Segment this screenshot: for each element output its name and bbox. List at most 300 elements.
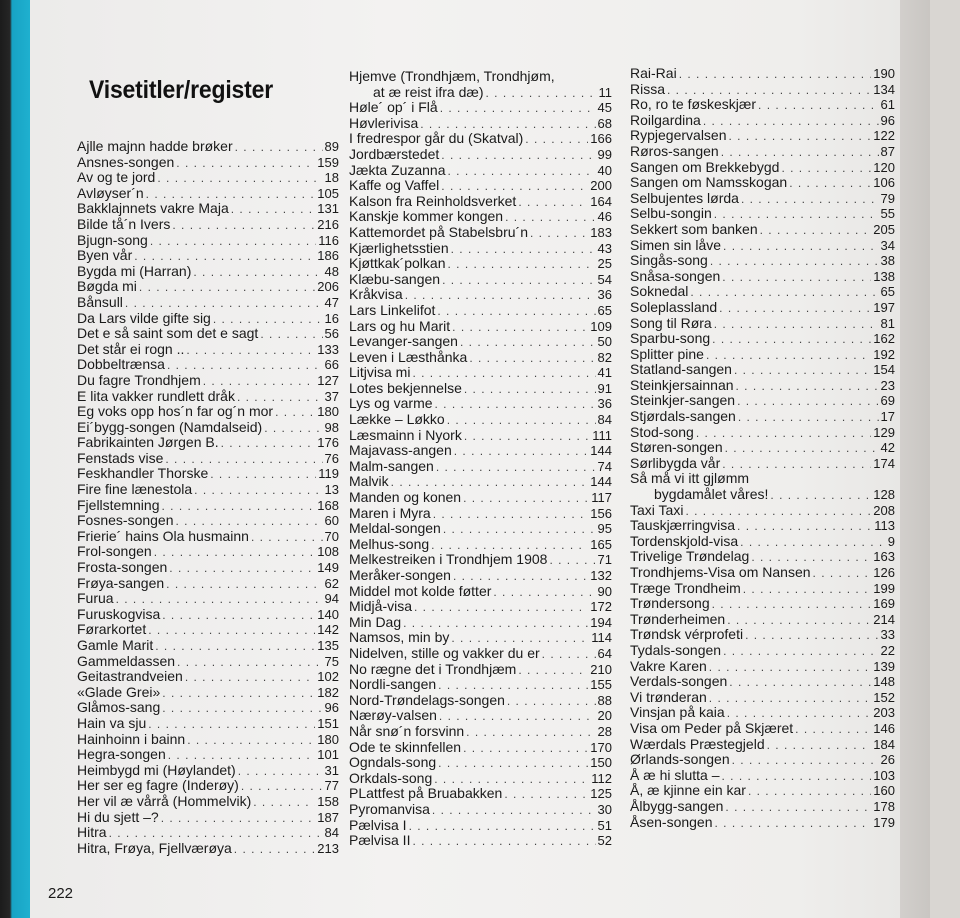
dot-leader xyxy=(737,519,872,535)
dot-leader xyxy=(709,660,872,676)
entry-page-number: 65 xyxy=(880,284,895,300)
entry-page-number: 114 xyxy=(591,630,612,646)
entry-title: Ajlle majnn hadde brøker xyxy=(77,138,233,154)
index-entry xyxy=(349,163,612,179)
entry-title: Kattemordet på Stabelsbru´n xyxy=(349,223,528,240)
entry-title: Trondhjems-Visa om Nansen xyxy=(630,564,811,580)
entry-title: Soknedal xyxy=(630,283,689,300)
index-entry xyxy=(630,783,895,799)
dot-leader xyxy=(260,327,322,343)
index-entry xyxy=(349,708,612,724)
entry-title: Røros-sangen xyxy=(630,142,719,159)
index-entry xyxy=(77,342,339,358)
dot-leader xyxy=(435,397,596,413)
entry-page-number: 79 xyxy=(880,190,895,206)
entry-title: Simen sin låve xyxy=(630,236,722,253)
entry-page-number: 127 xyxy=(317,372,339,388)
index-entry xyxy=(349,584,612,600)
entry-page-number: 34 xyxy=(880,237,895,253)
dot-leader xyxy=(460,335,596,351)
index-entry xyxy=(349,381,612,397)
entry-page-number: 139 xyxy=(873,658,895,674)
index-entry xyxy=(349,256,612,272)
index-entry xyxy=(349,131,612,147)
dot-leader xyxy=(712,332,871,348)
entry-title: Glåmos-sang xyxy=(77,699,161,716)
entry-page-number: 76 xyxy=(324,450,339,466)
index-entry xyxy=(77,420,339,436)
entry-title: Hegra-songen xyxy=(77,746,166,763)
index-entry xyxy=(349,755,612,771)
entry-page-number: 40 xyxy=(597,162,612,178)
entry-page-number: 91 xyxy=(597,380,612,396)
entry-title: Furua xyxy=(77,590,114,607)
index-entry xyxy=(77,700,339,716)
entry-title: Vi trønderan xyxy=(630,688,707,705)
entry-title: Ålbygg-sangen xyxy=(630,797,724,814)
index-entry xyxy=(349,272,612,288)
entry-title: I fredrespor går du (Skatval) xyxy=(349,130,524,147)
index-entry xyxy=(630,565,895,581)
dot-leader xyxy=(743,582,872,598)
dot-leader xyxy=(737,394,878,410)
entry-page-number: 69 xyxy=(880,393,895,409)
index-entry xyxy=(349,646,612,662)
dot-leader xyxy=(712,597,872,613)
dot-leader xyxy=(729,129,872,145)
dot-leader xyxy=(409,819,596,835)
dot-leader xyxy=(748,784,871,800)
entry-title: Song til Røra xyxy=(630,314,712,331)
entry-page-number: 54 xyxy=(597,271,612,287)
entry-title: Visa om Peder på Skjæret xyxy=(630,719,794,736)
entry-title: Meldal-songen xyxy=(349,520,441,537)
dot-leader xyxy=(719,301,871,317)
entry-title: Ørlands-songen xyxy=(630,751,730,768)
dot-leader xyxy=(709,691,872,707)
dot-leader xyxy=(162,608,315,624)
index-entry xyxy=(630,253,895,269)
index-entry xyxy=(349,85,612,101)
entry-title: Rypjegervalsen xyxy=(630,127,727,144)
entry-title: Vakre Karen xyxy=(630,657,707,674)
dot-leader xyxy=(432,803,596,819)
dot-leader xyxy=(795,722,871,738)
index-entry xyxy=(77,591,339,607)
dot-leader xyxy=(154,545,316,561)
entry-title: Lotes bekjennelse xyxy=(349,379,462,396)
entry-page-number: 88 xyxy=(597,692,612,708)
entry-title: Ei´bygg-songen (Namdalseid) xyxy=(77,418,263,435)
entry-page-number: 26 xyxy=(880,752,895,768)
index-entry xyxy=(630,222,895,238)
entry-title: Ogndals-song xyxy=(349,754,437,771)
dot-leader xyxy=(738,410,879,426)
dot-leader xyxy=(463,741,588,757)
entry-title: Det står ei rogn .. xyxy=(77,340,185,357)
dot-leader xyxy=(741,192,879,208)
entry-title: Melkestreiken i Trondhjem 1908 xyxy=(349,551,548,568)
entry-page-number: 55 xyxy=(880,206,895,222)
index-entry xyxy=(630,238,895,254)
index-entry xyxy=(630,549,895,565)
index-entry xyxy=(630,534,895,550)
index-entry xyxy=(77,638,339,654)
index-entry xyxy=(630,487,895,503)
index-entry xyxy=(349,802,612,818)
dot-leader xyxy=(161,811,316,827)
dot-leader xyxy=(235,140,323,156)
index-entry xyxy=(349,490,612,506)
entry-title: Hitra xyxy=(77,824,107,841)
index-entry xyxy=(630,128,895,144)
entry-page-number: 164 xyxy=(590,193,612,209)
entry-title: Steinkjer-sangen xyxy=(630,392,736,409)
dot-leader xyxy=(150,234,316,250)
dot-leader xyxy=(451,242,596,258)
dot-leader xyxy=(447,413,596,429)
entry-title: Singås-song xyxy=(630,252,708,269)
index-entry xyxy=(349,365,612,381)
dot-leader xyxy=(238,764,323,780)
index-entry xyxy=(349,241,612,257)
dot-leader xyxy=(745,628,878,644)
entry-page-number: 154 xyxy=(873,362,895,378)
entry-title: Kråkvisa xyxy=(349,286,403,303)
entry-page-number: 41 xyxy=(597,365,612,381)
dot-leader xyxy=(241,779,323,795)
dot-leader xyxy=(504,787,588,803)
dot-leader xyxy=(493,585,595,601)
entry-page-number: 38 xyxy=(880,253,895,269)
entry-page-number: 75 xyxy=(324,653,339,669)
entry-page-number: 156 xyxy=(590,505,612,521)
dot-leader xyxy=(507,694,596,710)
entry-title: Pyromanvisa xyxy=(349,800,430,817)
index-entry xyxy=(77,716,339,732)
index-entry xyxy=(349,443,612,459)
entry-title: Det e så saint som det e sagt xyxy=(77,325,259,342)
index-entry xyxy=(630,300,895,316)
entry-page-number: 205 xyxy=(873,221,895,237)
dot-leader xyxy=(770,488,871,504)
dot-leader xyxy=(139,280,315,296)
dot-leader xyxy=(727,613,871,629)
entry-page-number: 64 xyxy=(597,645,612,661)
entry-page-number: 99 xyxy=(597,146,612,162)
entry-title: Namsos, min by xyxy=(349,629,450,646)
index-entry xyxy=(630,440,895,456)
index-entry xyxy=(77,373,339,389)
index-entry xyxy=(77,139,339,155)
entry-title: Wærdals Præstegjeld xyxy=(630,735,765,752)
entry-page-number: 132 xyxy=(590,568,612,583)
entry-page-number: 214 xyxy=(873,611,895,627)
entry-page-number: 116 xyxy=(318,232,339,248)
dot-leader xyxy=(161,499,315,515)
entry-page-number: 71 xyxy=(597,552,612,568)
index-entry xyxy=(630,456,895,472)
entry-title: Træge Trondheim xyxy=(630,579,741,596)
entry-page-number: 66 xyxy=(324,357,339,373)
index-entry xyxy=(77,389,339,405)
index-entry xyxy=(349,537,612,553)
dot-leader xyxy=(722,270,871,286)
dot-leader xyxy=(437,304,595,320)
entry-title: Frosta-songen xyxy=(77,559,168,576)
index-entry xyxy=(77,170,339,186)
entry-title: Frøya-sangen xyxy=(77,574,165,591)
entry-page-number: 151 xyxy=(317,715,339,731)
entry-title: Lys og varme xyxy=(349,395,433,412)
entry-title: Sangen om Brekkebygd xyxy=(630,158,780,175)
index-entry xyxy=(77,669,339,685)
page-title: Visetitler/register xyxy=(89,76,274,104)
entry-page-number: 150 xyxy=(590,755,612,771)
index-entry xyxy=(630,393,895,409)
entry-title: Høle´ op´ i Flå xyxy=(349,99,438,116)
entry-page-number: 133 xyxy=(317,341,339,357)
entry-title: Kaffe og Vaffel xyxy=(349,177,440,194)
dot-leader xyxy=(264,421,322,437)
entry-title: Fosnes-songen xyxy=(77,512,174,529)
index-entry xyxy=(630,627,895,643)
entry-page-number: 62 xyxy=(324,575,339,591)
entry-title: Trønderheimen xyxy=(630,610,726,627)
entry-title: Taxi Taxi xyxy=(630,501,684,518)
entry-page-number: 33 xyxy=(880,627,895,643)
entry-title: Bilde tå´n Ivers xyxy=(77,215,171,232)
entry-title: Selbu-songin xyxy=(630,205,712,222)
entry-title: Rissa xyxy=(630,80,666,97)
entry-page-number: 113 xyxy=(874,518,895,534)
entry-title: Hjemve (Trondhjæm, Trondhjøm, xyxy=(349,68,555,84)
entry-page-number: 178 xyxy=(873,798,895,814)
index-entry xyxy=(349,599,612,615)
dot-leader xyxy=(447,257,595,273)
entry-title: Soleplassland xyxy=(630,298,718,315)
index-entry xyxy=(630,409,895,425)
dot-leader xyxy=(781,161,871,177)
index-entry xyxy=(77,482,339,498)
dot-leader xyxy=(275,405,315,421)
entry-page-number: 213 xyxy=(317,840,339,856)
entry-title: Majavass-angen xyxy=(349,442,452,459)
entry-page-number: 11 xyxy=(598,84,612,100)
entry-title: Du fagre Trondhjem xyxy=(77,371,201,388)
index-entry xyxy=(349,630,612,646)
entry-title: Bakklajnnets vakre Maja xyxy=(77,200,229,217)
entry-title: Steinkjersainnan xyxy=(630,376,734,393)
index-entry xyxy=(349,786,612,802)
dot-leader xyxy=(162,686,315,702)
dot-leader xyxy=(723,239,878,255)
entry-title: Læsmainn i Nyork xyxy=(349,426,462,443)
index-entry xyxy=(349,833,612,849)
entry-page-number: 186 xyxy=(317,248,339,264)
entry-page-number: 179 xyxy=(873,814,895,830)
dot-leader xyxy=(542,647,596,663)
index-entry xyxy=(630,175,895,191)
dot-leader xyxy=(710,254,879,270)
entry-page-number: 56 xyxy=(324,326,339,342)
entry-page-number: 25 xyxy=(597,256,612,272)
entry-page-number: 20 xyxy=(597,708,612,724)
entry-title: Lække – Løkko xyxy=(349,411,445,428)
entry-title: Da Lars vilde gifte sig xyxy=(77,309,211,326)
index-column-1 xyxy=(77,139,339,856)
entry-title: Avløyser´n xyxy=(77,184,144,201)
entry-title: Snåsa-songen xyxy=(630,267,721,284)
index-entry xyxy=(349,116,612,132)
index-entry xyxy=(349,818,612,834)
entry-page-number: 190 xyxy=(873,66,895,81)
index-entry xyxy=(630,378,895,394)
entry-page-number: 84 xyxy=(597,412,612,428)
entry-title: Trivelige Trøndelag xyxy=(630,548,750,565)
dot-leader xyxy=(234,842,316,858)
entry-title: E lita vakker rundlett dråk xyxy=(77,387,235,404)
entry-page-number: 206 xyxy=(317,279,339,295)
entry-page-number: 106 xyxy=(873,175,895,191)
index-entry xyxy=(630,347,895,363)
entry-page-number: 117 xyxy=(591,490,612,506)
index-entry xyxy=(630,331,895,347)
entry-title: Middel mot kolde føtter xyxy=(349,582,492,599)
dot-leader xyxy=(464,429,590,445)
index-entry xyxy=(630,269,895,285)
dot-leader xyxy=(169,561,315,577)
index-entry xyxy=(77,841,339,857)
entry-title: Bånsull xyxy=(77,293,123,310)
index-entry xyxy=(349,474,612,490)
dot-leader xyxy=(736,379,879,395)
entry-page-number: 108 xyxy=(317,544,339,560)
entry-title: Fjellstemning xyxy=(77,496,160,513)
entry-page-number: 87 xyxy=(880,143,895,159)
index-entry xyxy=(349,69,612,85)
dot-leader xyxy=(725,441,879,457)
entry-page-number: 103 xyxy=(873,767,895,783)
entry-title: Sekkert som banken xyxy=(630,220,758,237)
index-entry xyxy=(349,568,612,584)
entry-page-number: 210 xyxy=(590,661,612,677)
index-entry xyxy=(77,466,339,482)
entry-page-number: 9 xyxy=(887,533,895,549)
entry-page-number: 200 xyxy=(590,178,612,194)
entry-title: Byen vår xyxy=(77,247,133,264)
entry-title: Trøndersong xyxy=(630,595,710,612)
index-entry xyxy=(630,144,895,160)
entry-title: Splitter pine xyxy=(630,345,704,362)
entry-page-number: 22 xyxy=(880,642,895,658)
entry-title: Å æ hi slutta – xyxy=(630,766,720,783)
dot-leader xyxy=(148,623,315,639)
entry-page-number: 122 xyxy=(873,128,895,144)
entry-title: Meråker-songen xyxy=(349,567,451,583)
dot-leader xyxy=(172,218,315,234)
entry-page-number: 169 xyxy=(873,596,895,612)
entry-title: Nordli-sangen xyxy=(349,676,437,693)
entry-title: Kjærlighetsstien xyxy=(349,239,449,256)
entry-title: Leven i Læsthånka xyxy=(349,348,468,365)
index-entry xyxy=(77,685,339,701)
entry-page-number: 13 xyxy=(324,482,339,498)
entry-title: Midjå-visa xyxy=(349,598,413,615)
dot-leader xyxy=(443,522,596,538)
index-entry xyxy=(349,287,612,303)
entry-title: bygdamålet våres! xyxy=(654,486,769,503)
index-entry xyxy=(77,544,339,560)
index-entry xyxy=(630,799,895,815)
dot-leader xyxy=(464,382,596,398)
index-entry xyxy=(77,529,339,545)
entry-title: PLattfest på Bruabakken xyxy=(349,785,503,802)
entry-page-number: 51 xyxy=(597,817,612,833)
entry-page-number: 95 xyxy=(597,521,612,537)
entry-title: Verdals-songen xyxy=(630,673,728,690)
entry-page-number: 16 xyxy=(324,310,339,326)
index-entry xyxy=(77,404,339,420)
dot-leader xyxy=(231,202,316,218)
index-entry xyxy=(77,732,339,748)
entry-page-number: 42 xyxy=(880,440,895,456)
dot-leader xyxy=(162,701,322,717)
entry-title: Sangen om Namsskogan xyxy=(630,174,788,191)
entry-title: Fire fine lænestola xyxy=(77,481,193,498)
entry-page-number: 129 xyxy=(873,424,895,440)
entry-title: Nærøy-valsen xyxy=(349,707,437,724)
entry-page-number: 94 xyxy=(324,591,339,607)
dot-leader xyxy=(438,756,588,772)
entry-page-number: 102 xyxy=(317,669,339,685)
entry-page-number: 43 xyxy=(597,240,612,256)
entry-page-number: 50 xyxy=(597,334,612,350)
dot-leader xyxy=(454,444,589,460)
index-entry xyxy=(349,459,612,475)
entry-title: Tydals-songen xyxy=(630,641,722,658)
index-entry xyxy=(630,425,895,441)
index-entry xyxy=(630,612,895,628)
entry-page-number: 162 xyxy=(873,331,895,347)
entry-title: Furuskogvisa xyxy=(77,605,161,622)
index-entry xyxy=(349,724,612,740)
index-entry xyxy=(349,396,612,412)
entry-page-number: 197 xyxy=(873,299,895,315)
dot-leader xyxy=(518,663,588,679)
dot-leader xyxy=(176,156,315,172)
index-entry xyxy=(77,576,339,592)
entry-page-number: 37 xyxy=(324,388,339,404)
entry-page-number: 111 xyxy=(592,427,612,443)
index-entry xyxy=(77,248,339,264)
dot-leader xyxy=(166,577,322,593)
dot-leader xyxy=(725,800,871,816)
entry-page-number: 216 xyxy=(317,216,339,232)
entry-page-number: 134 xyxy=(873,81,895,97)
index-entry xyxy=(630,690,895,706)
index-entry xyxy=(77,498,339,514)
entry-page-number: 144 xyxy=(590,474,612,490)
entry-page-number: 112 xyxy=(591,770,612,786)
entry-page-number: 47 xyxy=(324,294,339,310)
dot-leader xyxy=(525,132,588,148)
entry-page-number: 109 xyxy=(590,318,612,334)
entry-page-number: 23 xyxy=(880,377,895,393)
dot-leader xyxy=(690,285,878,301)
index-entry xyxy=(349,412,612,428)
entry-page-number: 172 xyxy=(590,599,612,615)
